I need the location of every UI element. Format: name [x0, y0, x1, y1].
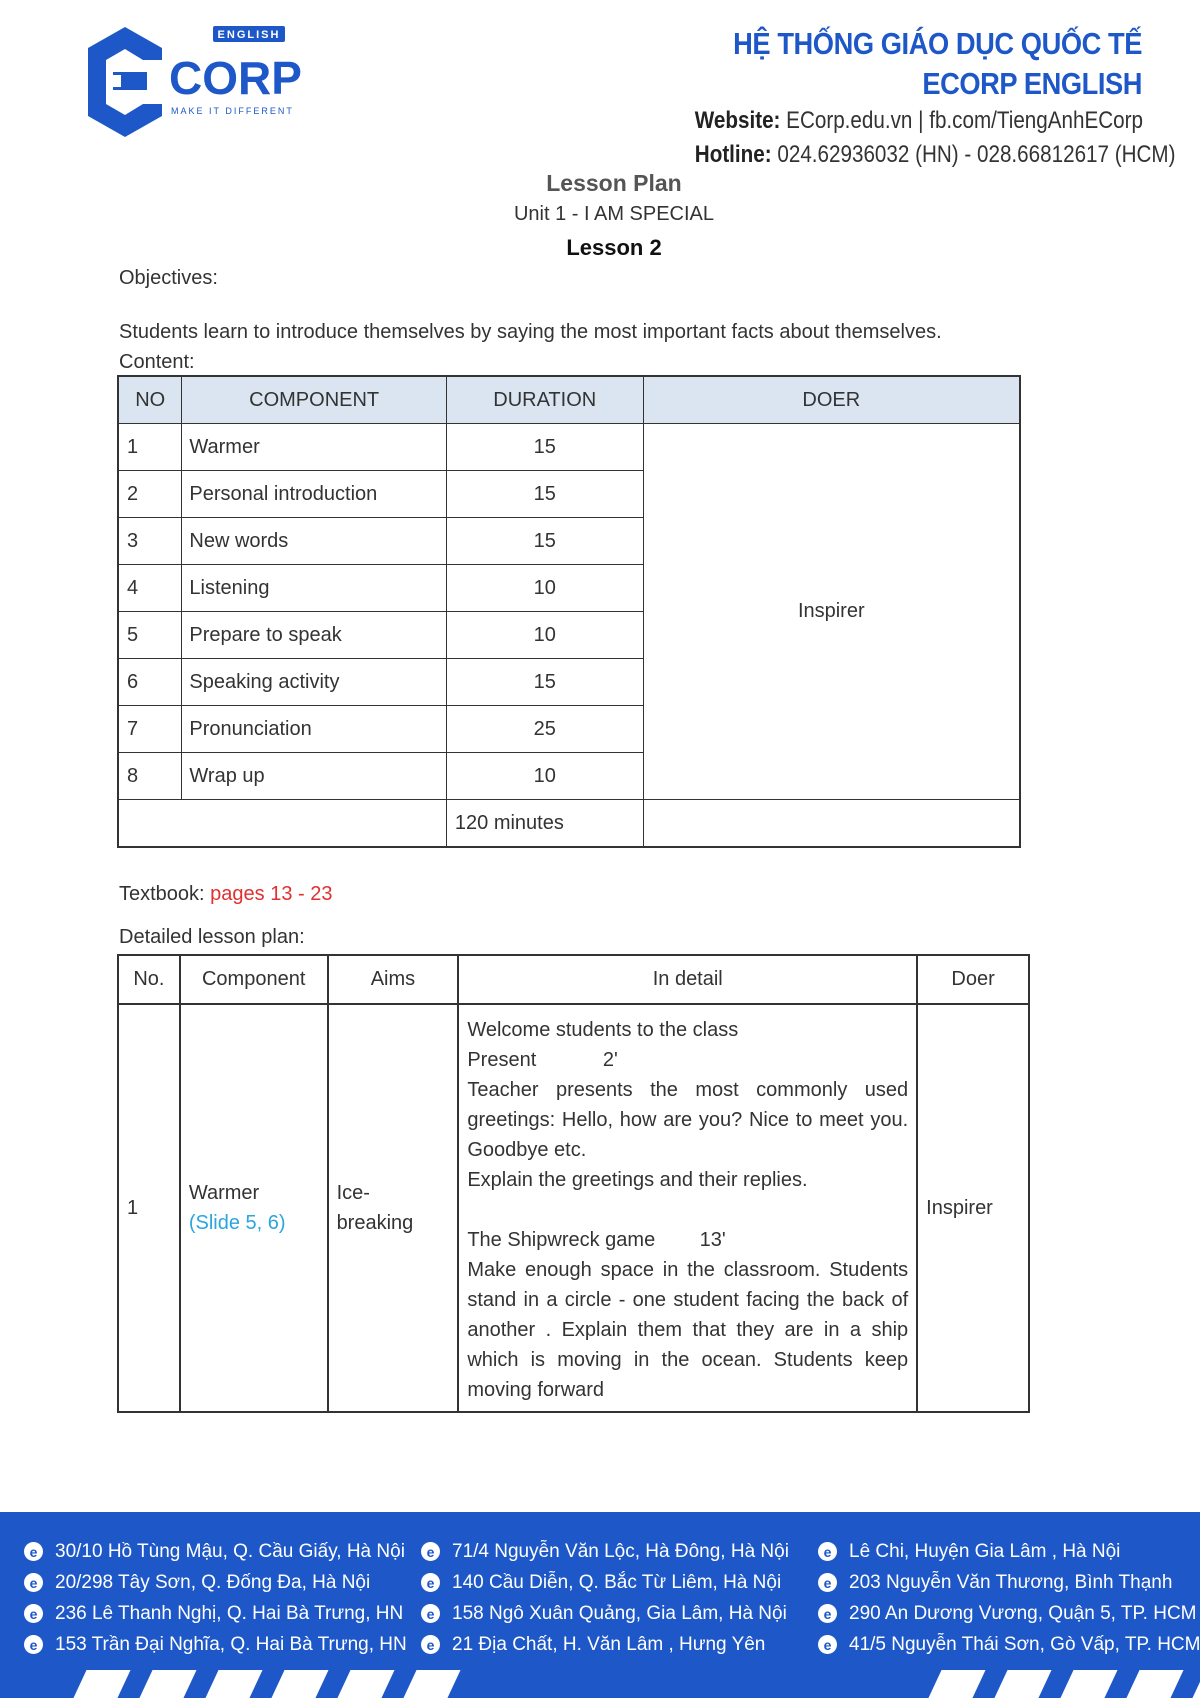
row-no: 1	[118, 1004, 180, 1412]
footer-address: e 203 Nguyễn Văn Thương, Bình Thạnh	[818, 1567, 1200, 1598]
detail-line: Welcome students to the class	[467, 1019, 739, 1041]
table-row	[118, 424, 1020, 471]
row-no: 7	[118, 706, 182, 753]
org-info	[622, 24, 1176, 172]
col-header: In detail	[458, 955, 917, 1004]
col-header: Doer	[917, 955, 1029, 1004]
col-header: Aims	[328, 955, 459, 1004]
row-no: 8	[118, 753, 182, 800]
col-header: No.	[118, 955, 180, 1004]
footer-address: e Lê Chi, Huyện Gia Lâm , Hà Nội	[818, 1536, 1200, 1567]
objectives-text: Students learn to introduce themselves by saying the most important facts about themselves.	[119, 321, 942, 343]
website-value[interactable]: ECorp.edu.vn | fb.com/TiengAnhECorp	[786, 107, 1143, 134]
row-component: Warmer	[182, 424, 447, 471]
row-aims: Ice- breaking	[328, 1004, 459, 1412]
row-component: Prepare to speak	[182, 612, 447, 659]
row-duration: 15	[446, 471, 643, 518]
row-detail	[458, 1004, 917, 1412]
footer-column-2	[421, 1536, 789, 1660]
row-no: 5	[118, 612, 182, 659]
footer-address: e 30/10 Hồ Tùng Mậu, Q. Cầu Giấy, Hà Nội	[24, 1536, 407, 1567]
total-row	[118, 800, 1020, 848]
row-component: Personal introduction	[182, 471, 447, 518]
total-empty	[118, 800, 446, 848]
col-header: NO	[118, 376, 182, 424]
footer-stripes-right	[935, 1670, 1200, 1698]
footer-address: e 21 Địa Chất, H. Văn Lâm , Hưng Yên	[421, 1629, 789, 1660]
row-no: 4	[118, 565, 182, 612]
row-component: Pronunciation	[182, 706, 447, 753]
table-row	[118, 1004, 1029, 1412]
ecorp-icon: e	[818, 1604, 837, 1623]
row-doer: Inspirer	[917, 1004, 1029, 1412]
hotline-value: 024.62936032 (HN) - 028.66812617 (HCM)	[777, 141, 1176, 168]
detail-line: The Shipwreck game 13'	[467, 1229, 726, 1251]
footer-address: e 290 An Dương Vương, Quận 5, TP. HCM	[818, 1598, 1200, 1629]
ecorp-icon: e	[818, 1635, 837, 1654]
ecorp-icon: e	[421, 1635, 440, 1654]
row-component: Listening	[182, 565, 447, 612]
content-table	[117, 375, 1021, 848]
col-header: DURATION	[446, 376, 643, 424]
row-duration: 15	[446, 518, 643, 565]
footer-address: e 140 Cầu Diễn, Q. Bắc Từ Liêm, Hà Nội	[421, 1567, 789, 1598]
footer-address: e 158 Ngô Xuân Quảng, Gia Lâm, Hà Nội	[421, 1598, 789, 1629]
footer-column-3	[818, 1536, 1200, 1660]
logo-name: CORP	[169, 52, 302, 104]
ecorp-icon: e	[818, 1542, 837, 1561]
textbook-line	[119, 883, 333, 906]
detail-line: Teacher presents the most commonly used greetings: Hello, how are you? Nice to meet you. Goodbye etc.	[467, 1079, 909, 1161]
total-duration: 120 minutes	[446, 800, 643, 848]
col-header: Component	[180, 955, 328, 1004]
ecorp-icon: e	[421, 1542, 440, 1561]
ecorp-icon: e	[24, 1635, 43, 1654]
website-line	[695, 104, 1142, 138]
detail-line: Present 2'	[467, 1049, 618, 1071]
ecorp-icon: e	[24, 1573, 43, 1592]
ecorp-icon: e	[421, 1604, 440, 1623]
row-duration: 10	[446, 565, 643, 612]
detail-spacer	[467, 1195, 908, 1225]
row-duration: 15	[446, 659, 643, 706]
footer-address: e 236 Lê Thanh Nghị, Q. Hai Bà Trưng, HN	[24, 1598, 407, 1629]
ecorp-icon: e	[24, 1542, 43, 1561]
total-doer-empty	[643, 800, 1020, 848]
org-name: HỆ THỐNG GIÁO DỤC QUỐC TẾ ECORP ENGLISH	[733, 26, 1142, 101]
row-component: Wrap up	[182, 753, 447, 800]
footer-address: e 71/4 Nguyễn Văn Lộc, Hà Đông, Hà Nội	[421, 1536, 789, 1567]
footer-address: e 153 Trần Đại Nghĩa, Q. Hai Bà Trưng, HN	[24, 1629, 407, 1660]
doc-title: Lesson Plan	[546, 170, 682, 196]
detail-table	[117, 954, 1030, 1413]
row-no: 6	[118, 659, 182, 706]
slide-reference[interactable]: (Slide 5, 6)	[188, 1212, 286, 1234]
textbook-label: Textbook:	[119, 883, 205, 905]
footer-address: e 20/298 Tây Sơn, Q. Đống Đa, Hà Nội	[24, 1567, 407, 1598]
textbook-pages: pages 13 - 23	[210, 883, 333, 905]
row-component: Warmer	[188, 1182, 260, 1204]
doc-unit: Unit 1 - I AM SPECIAL	[513, 203, 715, 225]
website-label: Website:	[694, 107, 781, 134]
logo-tagline: MAKE IT DIFFERENT	[171, 106, 294, 116]
footer-address: e 41/5 Nguyễn Thái Sơn, Gò Vấp, TP. HCM	[818, 1629, 1200, 1660]
hotline-label: Hotline:	[694, 141, 772, 168]
detail-line: Make enough space in the classroom. Students stand in a circle - one student facing the back of another . Explain them that they are in a ship which is moving in the ocean. Students keep moving forward	[467, 1259, 909, 1401]
ecorp-icon: e	[818, 1573, 837, 1592]
ecorp-icon: e	[24, 1604, 43, 1623]
doc-lesson: Lesson 2	[566, 235, 662, 260]
col-header: COMPONENT	[182, 376, 447, 424]
footer-column-1	[24, 1536, 407, 1660]
row-no: 2	[118, 471, 182, 518]
footer	[0, 1512, 1200, 1698]
row-component: New words	[182, 518, 447, 565]
row-duration: 10	[446, 753, 643, 800]
row-duration: 25	[446, 706, 643, 753]
hotline-line	[694, 138, 1176, 172]
row-duration: 15	[446, 424, 643, 471]
objectives-label: Objectives:	[119, 267, 218, 289]
row-no: 3	[118, 518, 182, 565]
row-component: Speaking activity	[182, 659, 447, 706]
ecorp-icon: e	[421, 1573, 440, 1592]
content-label: Content:	[119, 351, 195, 373]
ecorp-logo	[85, 24, 310, 142]
detailed-label: Detailed lesson plan:	[119, 926, 305, 948]
content-table-header	[118, 376, 1020, 424]
detail-line: Explain the greetings and their replies.	[467, 1169, 808, 1191]
footer-stripes-left	[80, 1670, 476, 1698]
row-duration: 10	[446, 612, 643, 659]
doer-cell: Inspirer	[643, 424, 1020, 800]
row-component-cell	[180, 1004, 328, 1412]
logo-badge: ENGLISH	[217, 29, 281, 41]
detail-table-header	[118, 955, 1029, 1004]
col-header: DOER	[643, 376, 1020, 424]
row-no: 1	[118, 424, 182, 471]
